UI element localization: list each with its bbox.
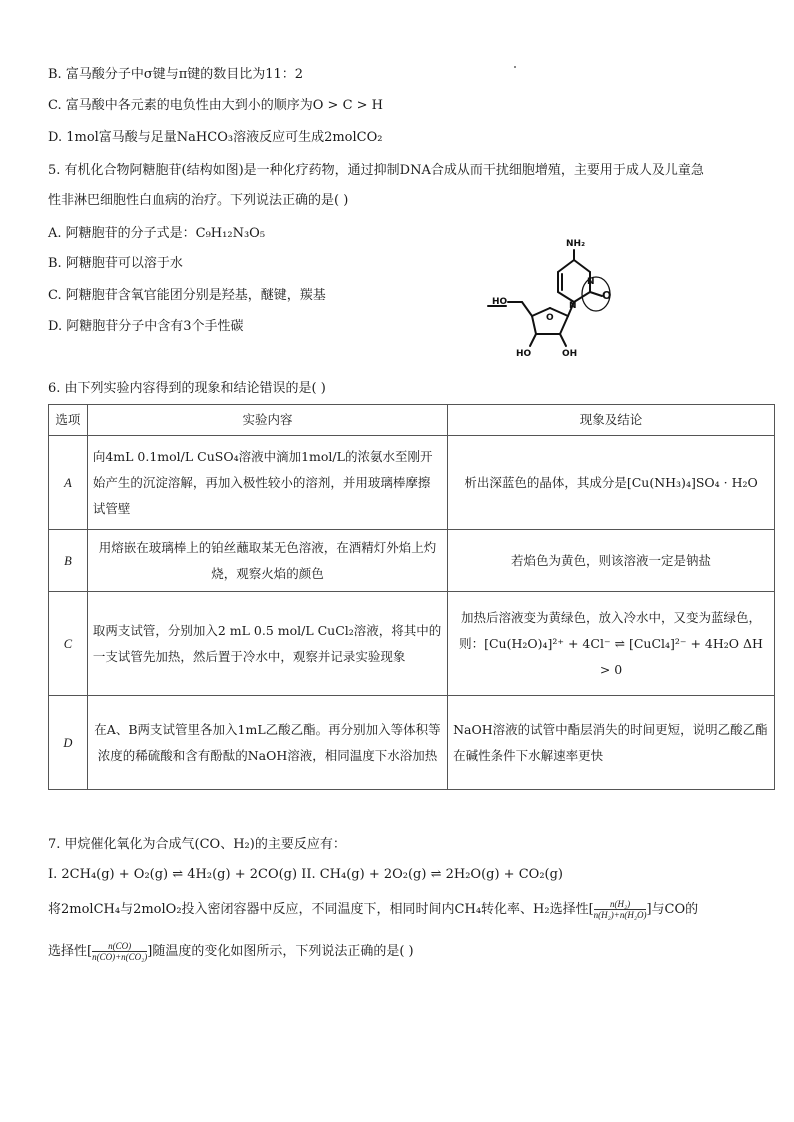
ring-n-label-2: N (569, 301, 577, 311)
row-result: 析出深蓝色的晶体，其成分是[Cu(NH₃)₄]SO₄ · H₂O (448, 436, 775, 530)
cytarabine-structure (478, 236, 628, 366)
row-result: 加热后溶液变为黄绿色，放入冷水中，又变为蓝绿色，则：[Cu(H₂O)₄]²⁺ + 4Cl⁻ ⇌ [CuCl₄]²⁻ + 4H₂O ΔH > 0 (448, 592, 775, 696)
q7-line3 (48, 899, 698, 920)
row-option: D (49, 696, 88, 790)
table-header-row (49, 405, 775, 436)
row-content: 用熔嵌在玻璃棒上的铂丝蘸取某无色溶液，在酒精灯外焰上灼烧，观察火焰的颜色 (87, 530, 447, 592)
row-option: B (49, 530, 88, 592)
row-content: 取两支试管，分别加入2 mL 0.5 mol/L CuCl₂溶液，将其中的一支试管先加热，然后置于冷水中，观察并记录实验现象 (87, 592, 447, 696)
carbonyl-o-label: O (602, 289, 612, 302)
q4-option-d: D. 1mol富马酸与足量NaHCO₃溶液反应可生成2molCO₂ (48, 130, 383, 145)
q5-option-c: C. 阿糖胞苷含氧官能团分别是羟基，醚键，羰基 (48, 288, 326, 303)
table-row (49, 436, 775, 530)
row-content: 在A、B两支试管里各加入1mL乙酸乙酯。再分别加入等体积等浓度的稀硫酸和含有酚酞的NaOH溶液，相同温度下水浴加热 (87, 696, 447, 790)
q5-option-b: B. 阿糖胞苷可以溶于水 (48, 256, 183, 271)
row-result: NaOH溶液的试管中酯层消失的时间更短，说明乙酸乙酯在碱性条件下水解速率更快 (448, 696, 775, 790)
header-content: 实验内容 (87, 405, 447, 436)
q7-line3-text1: 将2molCH₄与2molO₂投入密闭容器中反应，不同温度下，相同时间内CH₄转化率、H₂选择性[ (48, 902, 594, 917)
h2-selectivity-fraction (594, 899, 647, 920)
h2-frac-denominator: n(H₂)+n(H₂O) (593, 910, 647, 920)
q7-stem: 7. 甲烷催化氧化为合成气(CO、H₂)的主要反应有： (48, 837, 346, 852)
table-row (49, 530, 775, 592)
row-result: 若焰色为黄色，则该溶液一定是钠盐 (448, 530, 775, 592)
ring-n-label: N (587, 277, 595, 287)
table-row (49, 696, 775, 790)
ring-o-label: O (546, 313, 554, 323)
header-result: 现象及结论 (448, 405, 775, 436)
q7-line3-text2: ]与CO的 (646, 902, 699, 917)
ho-top-label: HO (492, 297, 508, 307)
row-option: A (49, 436, 88, 530)
stray-dot (514, 66, 516, 68)
co-selectivity-fraction (92, 941, 147, 962)
header-option: 选项 (49, 405, 88, 436)
co-frac-denominator: n(CO)+n(CO₂) (92, 952, 148, 962)
h2-frac-numerator: n(H₂) (594, 899, 647, 910)
row-option: C (49, 592, 88, 696)
row-content: 向4mL 0.1mol/L CuSO₄溶液中滴加1mol/L的浓氨水至刚开始产生的沉淀溶解，再加入极性较小的溶剂，并用玻璃棒摩擦试管壁 (87, 436, 447, 530)
q4-option-b: B. 富马酸分子中σ键与π键的数目比为11：2 (48, 67, 304, 82)
experiment-table (48, 404, 775, 790)
q6-stem: 6. 由下列实验内容得到的现象和结论错误的是( ) (48, 381, 326, 396)
q7-line4-text1: 选择性[ (48, 944, 93, 959)
q5-option-d: D. 阿糖胞苷分子中含有3个手性碳 (48, 319, 244, 334)
oh-right-label: OH (562, 349, 578, 359)
q5-option-a: A. 阿糖胞苷的分子式是：C₉H₁₂N₃O₅ (48, 226, 266, 241)
q7-line4-text2: ]随温度的变化如图所示，下列说法正确的是( ) (147, 944, 414, 959)
q4-option-c: C. 富马酸中各元素的电负性由大到小的顺序为O > C > H (48, 98, 384, 113)
co-frac-numerator: n(CO) (92, 941, 147, 952)
nh2-label: NH₂ (566, 239, 586, 249)
q5-stem-line2: 性非淋巴细胞性白血病的治疗。下列说法正确的是( ) (48, 193, 349, 208)
q7-line4 (48, 941, 414, 962)
ho-left-label: HO (516, 349, 532, 359)
q7-reactions: I. 2CH₄(g) + O₂(g) ⇌ 4H₂(g) + 2CO(g) II. CH₄(g) + 2O₂(g) ⇌ 2H₂O(g) + CO₂(g) (48, 867, 563, 882)
table-row (49, 592, 775, 696)
q5-stem-line1: 5. 有机化合物阿糖胞苷(结构如图)是一种化疗药物，通过抑制DNA合成从而干扰细胞增殖，主要用于成人及儿童急 (48, 163, 704, 178)
